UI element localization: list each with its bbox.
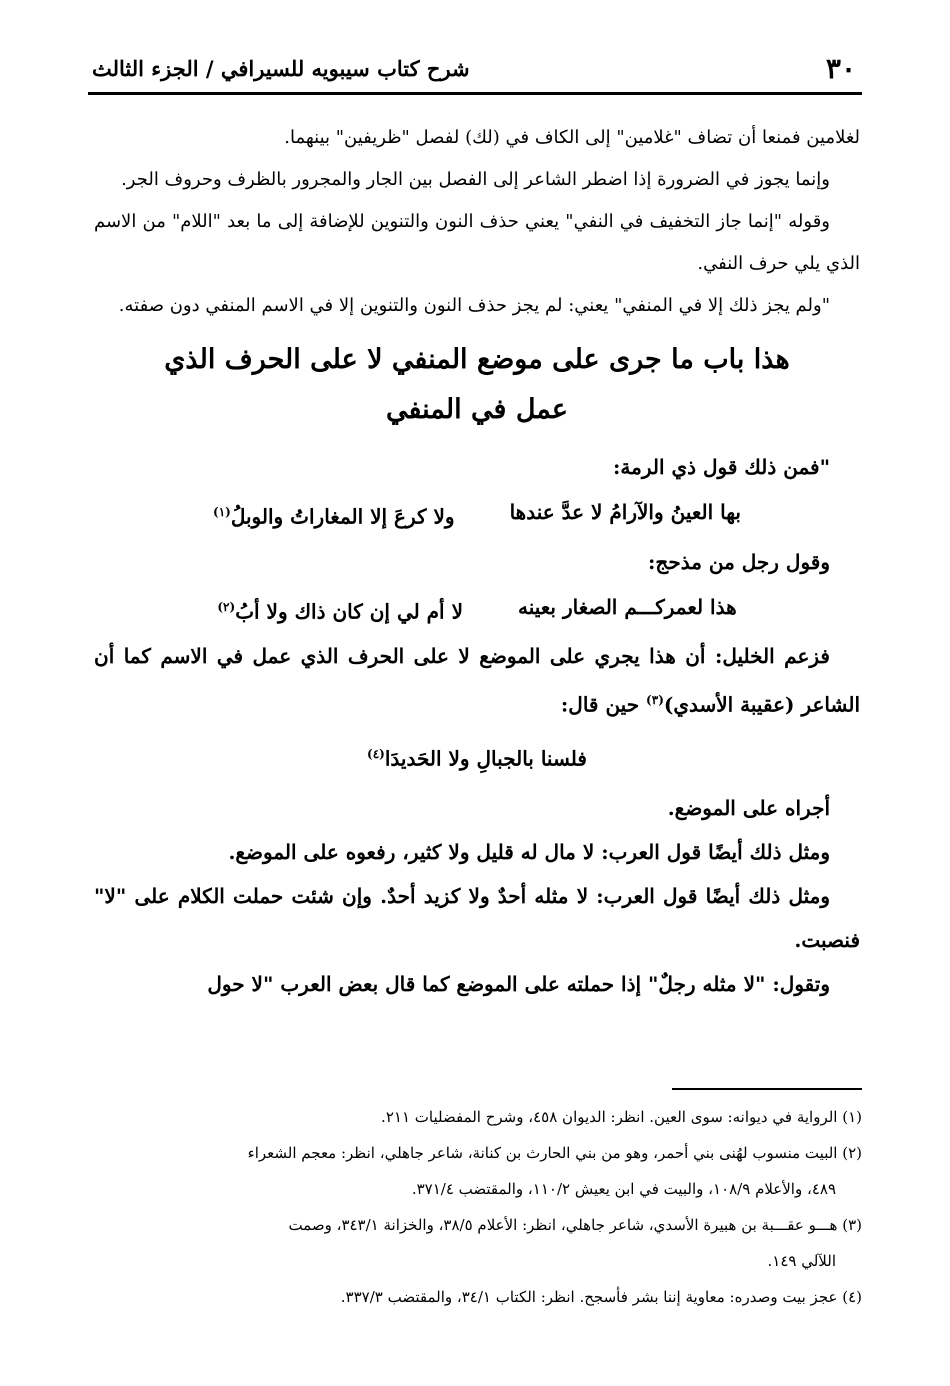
footnote-divider <box>672 1088 862 1090</box>
paragraph-1: لغلامين فمنعا أن تضاف "غلامين" إلى الكاف في (لك) لفصل "ظريفين" بينهما. <box>284 127 860 148</box>
verse-1 <box>94 489 860 540</box>
footnote-marker-3: (٣) <box>646 693 664 708</box>
paragraph-3: وقوله "إنما جاز التخفيف في النفي" يعني حذف النون والتنوين للإضافة إلى ما بعد "اللام" من الاسم الذي يلي حرف النفي. <box>94 211 860 274</box>
taqul-paragraph: وتقول: "لا مثله رجلٌ" إذا حملته على الموضع كما قال بعض العرب "لا حول <box>207 971 830 996</box>
footnote-2-continuation: ٤٨٩، والأعلام ١٠٨/٩، والبيت في ابن يعيش ١١٠/٢، والمقتضب ٣٧١/٤. <box>411 1180 836 1198</box>
quote-intro-2: وقول رجل من مذحج: <box>648 549 830 574</box>
footnote-marker-1: (١) <box>213 505 231 519</box>
quote-intro-1: "فمن ذلك قول ذي الرمة: <box>613 455 830 479</box>
footnote-marker-2: (٢) <box>217 599 236 614</box>
khalil-paragraph <box>94 634 860 727</box>
mithl-paragraph-1: ومثل ذلك أيضًا قول العرب: لا مال له قليل ولا كثير، رفعوه على الموضع. <box>228 839 830 864</box>
page-header <box>88 50 862 95</box>
page-number: ٣٠ <box>825 52 856 85</box>
chapter-heading: هذا باب ما جرى على موضع المنفي لا على الحرف الذي عمل في المنفي <box>164 344 790 425</box>
verse-2 <box>94 584 860 635</box>
running-title: شرح كتاب سيبويه للسيرافي / الجزء الثالث <box>92 56 470 81</box>
main-text <box>94 117 860 1006</box>
footnote-3: (٣) هـــو عقـــبة بن هبيرة الأسدي، شاعر جاهلي، انظر: الأعلام ٣٨/٥، والخزانة ٣٤٣/١، وصمت <box>288 1216 862 1234</box>
paragraph-4: "ولم يجز ذلك إلا في المنفي" يعني: لم يجز حذف النون والتنوين إلا في الاسم المنفي دون صفته. <box>118 295 830 316</box>
khalil-text-end: حين قال: <box>560 692 647 717</box>
verse-1-second-hemistich <box>213 489 455 540</box>
khalil-text: فزعم الخليل: أن هذا يجري على الموضع لا على الحرف الذي عمل في الاسم كما أن الشاعر (عقيبة الأسدي) <box>94 644 860 717</box>
verse-2-first-hemistich: هذا لعمركـــم الصغار بعينه <box>517 594 737 619</box>
verse-1-second-hemistich-text: ولا كرعَ إلا المغاراتُ والوبلُ <box>230 504 455 529</box>
mithl-paragraph-2: ومثل ذلك أيضًا قول العرب: لا مثله أحدٌ ولا كزيد أحدٌ. وإن شئت حملت الكلام على "لا" فنصبت. <box>94 883 860 952</box>
footnote-3-continuation: اللآلي ١٤٩. <box>767 1252 836 1270</box>
footnotes <box>96 1100 862 1316</box>
paragraph-2: وإنما يجوز في الضرورة إذا اضطر الشاعر إلى الفصل بين الجار والمجرور بالظرف وحروف الجر. <box>121 169 830 190</box>
verse-3 <box>94 727 860 786</box>
footnote-1: (١) الرواية في ديوانه: سوى العين. انظر: الديوان ٤٥٨، وشرح المفضليات ٢١١. <box>381 1108 862 1126</box>
verse-3-text: فلسنا بالجبالِ ولا الحَديدَا <box>384 746 587 771</box>
footnote-2: (٢) البيت منسوب لهُنى بني أحمر، وهو من بني الحارث بن كنانة، شاعر جاهلي، انظر: معجم الشعراء <box>247 1144 862 1162</box>
footnote-4: (٤) عجز بيت وصدره: معاوية إننا بشر فأسجح. انظر: الكتاب ٣٤/١، والمقتضب ٣٣٧/٣. <box>340 1288 862 1306</box>
footnote-marker-4: (٤) <box>367 746 385 761</box>
ajrah-line: أجراه على الموضع. <box>667 795 830 820</box>
verse-1-first-hemistich: بها العينُ والآرامُ لا عدَّ عندها <box>509 500 741 524</box>
verse-2-second-hemistich-text: لا أم لي إن كان ذاك ولا أبُ <box>235 599 463 624</box>
verse-2-second-hemistich <box>217 584 463 635</box>
